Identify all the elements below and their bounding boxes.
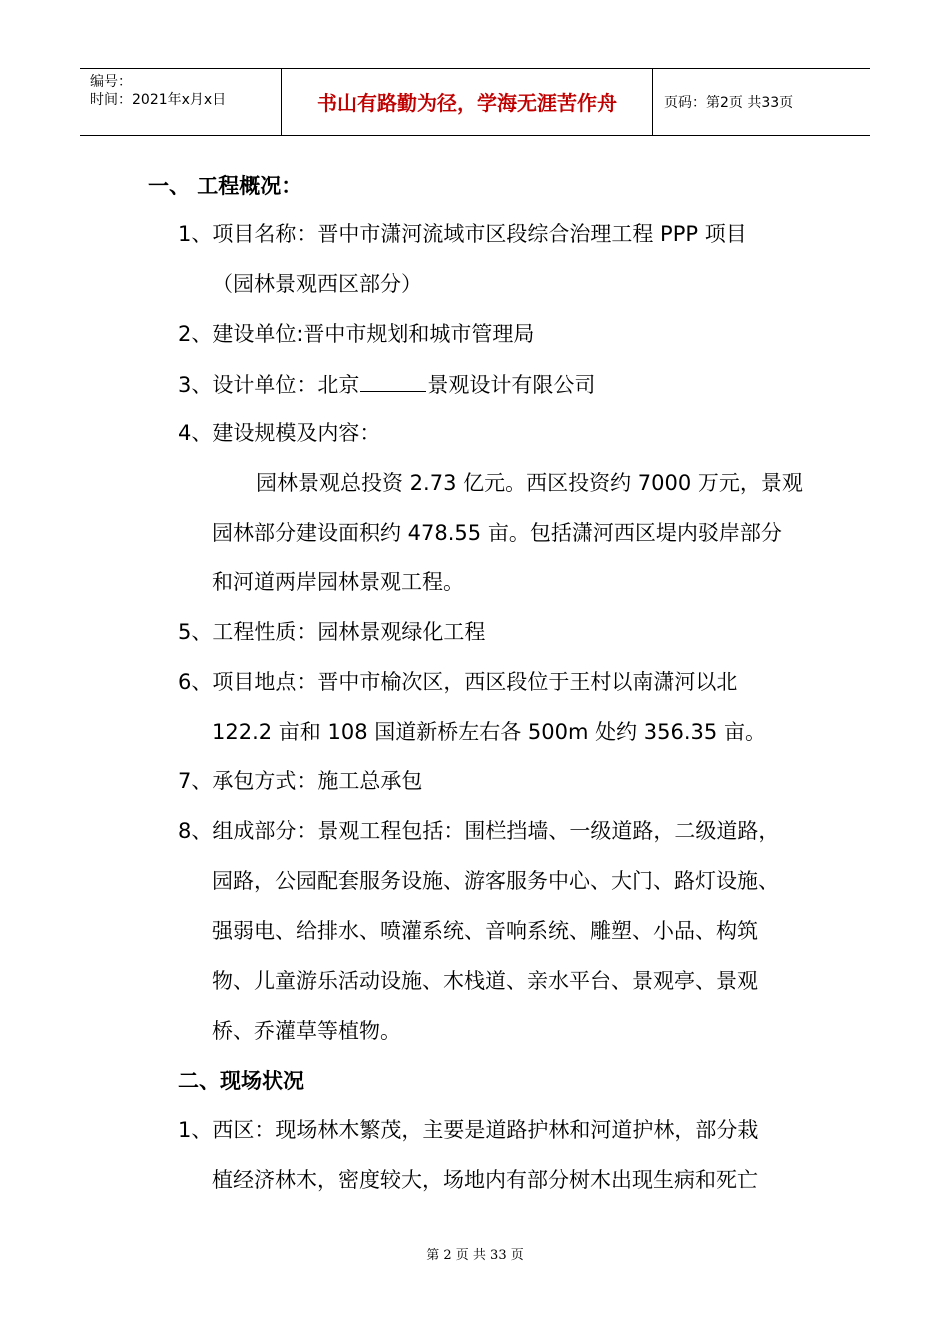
section-2-item-1-line-2: 植经济林木，密度较大，场地内有部分树木出现生病和死亡 — [212, 1168, 758, 1192]
blank-underline — [360, 369, 426, 392]
item-5: 5、工程性质：园林景观绿化工程 — [178, 620, 486, 644]
header-divider-right — [652, 68, 653, 135]
item-8-line-5: 桥、乔灌草等植物。 — [212, 1019, 401, 1043]
item-4-para-line-1: 园林景观总投资 2.73 亿元。西区投资约 7000 万元，景观 — [256, 471, 803, 495]
item-4: 4、建设规模及内容： — [178, 421, 381, 445]
item-2: 2、建设单位:晋中市规划和城市管理局 — [178, 322, 535, 346]
item-3-suffix: 景观设计有限公司 — [427, 373, 596, 397]
section-2-item-1-line-1: 1、西区：现场林木繁茂，主要是道路护林和河道护林，部分栽 — [178, 1118, 759, 1142]
header-motto: 书山有路勤为径，学海无涯苦作舟 — [317, 91, 617, 115]
page-footer: 第 2 页 共 33 页 — [426, 1248, 524, 1263]
item-8-line-4: 物、儿童游乐活动设施、木栈道、亲水平台、景观亭、景观 — [212, 969, 758, 993]
item-8-line-1: 8、组成部分：景观工程包括：围栏挡墙、一级道路，二级道路， — [178, 819, 780, 843]
item-8-line-3: 强弱电、给排水、喷灌系统、音响系统、雕塑、小品、构筑 — [212, 919, 758, 943]
section-1-title: 一、 工程概况： — [148, 174, 303, 198]
item-1-line-1: 1、项目名称：晋中市潇河流域市区段综合治理工程 PPP 项目 — [178, 222, 747, 246]
header-bottom-rule — [80, 135, 870, 136]
header-page-label: 页码：第2页 共33页 — [664, 95, 794, 111]
item-8-line-2: 园路，公园配套服务设施、游客服务中心、大门、路灯设施、 — [212, 869, 779, 893]
section-2-title: 二、现场状况 — [178, 1069, 304, 1093]
item-4-para-line-3: 和河道两岸园林景观工程。 — [212, 570, 464, 594]
item-7: 7、承包方式：施工总承包 — [178, 769, 423, 793]
item-3 — [178, 369, 595, 399]
item-3-prefix: 3、设计单位：北京 — [178, 373, 360, 397]
item-4-para-line-2: 园林部分建设面积约 478.55 亩。包括潇河西区堤内驳岸部分 — [212, 521, 782, 545]
header-number-label: 编号： — [90, 74, 132, 90]
item-6-line-1: 6、项目地点：晋中市榆次区，西区段位于王村以南潇河以北 — [178, 670, 738, 694]
header-time-label: 时间：2021年x月x日 — [90, 92, 227, 108]
item-1-line-2: （园林景观西区部分） — [212, 272, 422, 296]
item-6-line-2: 122.2 亩和 108 国道新桥左右各 500m 处约 356.35 亩。 — [212, 720, 766, 744]
